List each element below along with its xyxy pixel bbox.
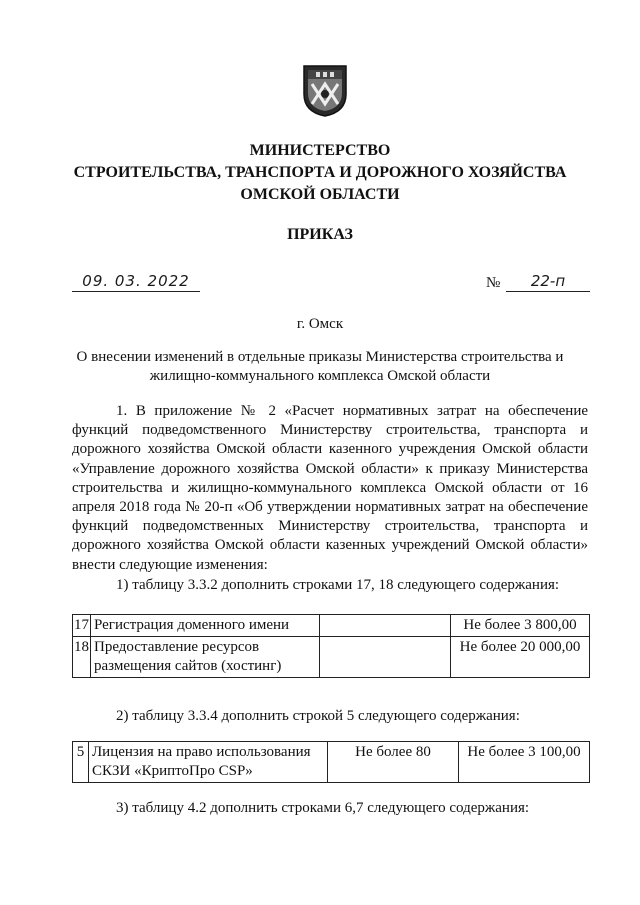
order-number: 22-п [506,272,590,292]
row-col3 [320,615,451,637]
item-1: 1) таблицу 3.3.2 дополнить строками 17, 18 следующего содержания: [116,577,560,593]
table-3-3-4-additions [72,741,590,783]
document-type: ПРИКАЗ [287,226,353,243]
order-date: 09. 03. 2022 [72,272,200,292]
row-name: Предоставление ресурсов размещения сайтов (хостинг) [91,637,320,678]
ministry-line-1: МИНИСТЕРСТВО [249,142,391,159]
row-name: Регистрация доменного имени [91,615,320,637]
city: г. Омск [296,316,344,332]
row-number: 18 [73,637,91,678]
table-3-3-2-additions [72,614,590,678]
row-price: Не более 3 100,00 [459,742,590,783]
subject-line-2: жилищно-коммунального комплекса Омской области [149,368,491,384]
paragraph-1: 1. В приложение № 2 «Расчет нормативных затрат на обеспечение функций подведомственного Министерству строительства, транспорта и дорожного хозяйства Омской области казенного учреждения Омской области «Управление дорожного хозяйства Омской области» к приказу Министерства строительства и жилищно-коммунального комплекса Омской области от 16 апреля 2018 года № 20-п «Об утверждении нормативных затрат на обеспечение функций подведомственных Министерству строительства, транспорта и дорожного хозяйства Омской области казенных учреждений Омской области» внести следующие изменения: [72,403,588,573]
order-subject [60,348,580,386]
coat-of-arms-icon [302,64,348,118]
subject-line-1: О внесении изменений в отдельные приказы Министерства строительства и [76,349,564,365]
item-2: 2) таблицу 3.3.4 дополнить строкой 5 следующего содержания: [116,708,520,724]
ministry-line-2: СТРОИТЕЛЬСТВА, ТРАНСПОРТА И ДОРОЖНОГО ХОЗЯЙСТВА [73,164,567,181]
ministry-line-3: ОМСКОЙ ОБЛАСТИ [240,186,400,203]
item-3: 3) таблицу 4.2 дополнить строками 6,7 следующего содержания: [116,800,530,816]
row-name: Лицензия на право использования СКЗИ «КриптоПро CSP» [89,742,328,783]
row-number: 17 [73,615,91,637]
row-col3 [320,637,451,678]
table-row [73,615,590,637]
row-qty: Не более 80 [328,742,459,783]
number-sign: № [486,275,501,291]
ministry-name [0,140,640,206]
row-number: 5 [73,742,89,783]
table-row [73,742,590,783]
table-row [73,637,590,678]
row-price: Не более 20 000,00 [451,637,590,678]
row-price: Не более 3 800,00 [451,615,590,637]
